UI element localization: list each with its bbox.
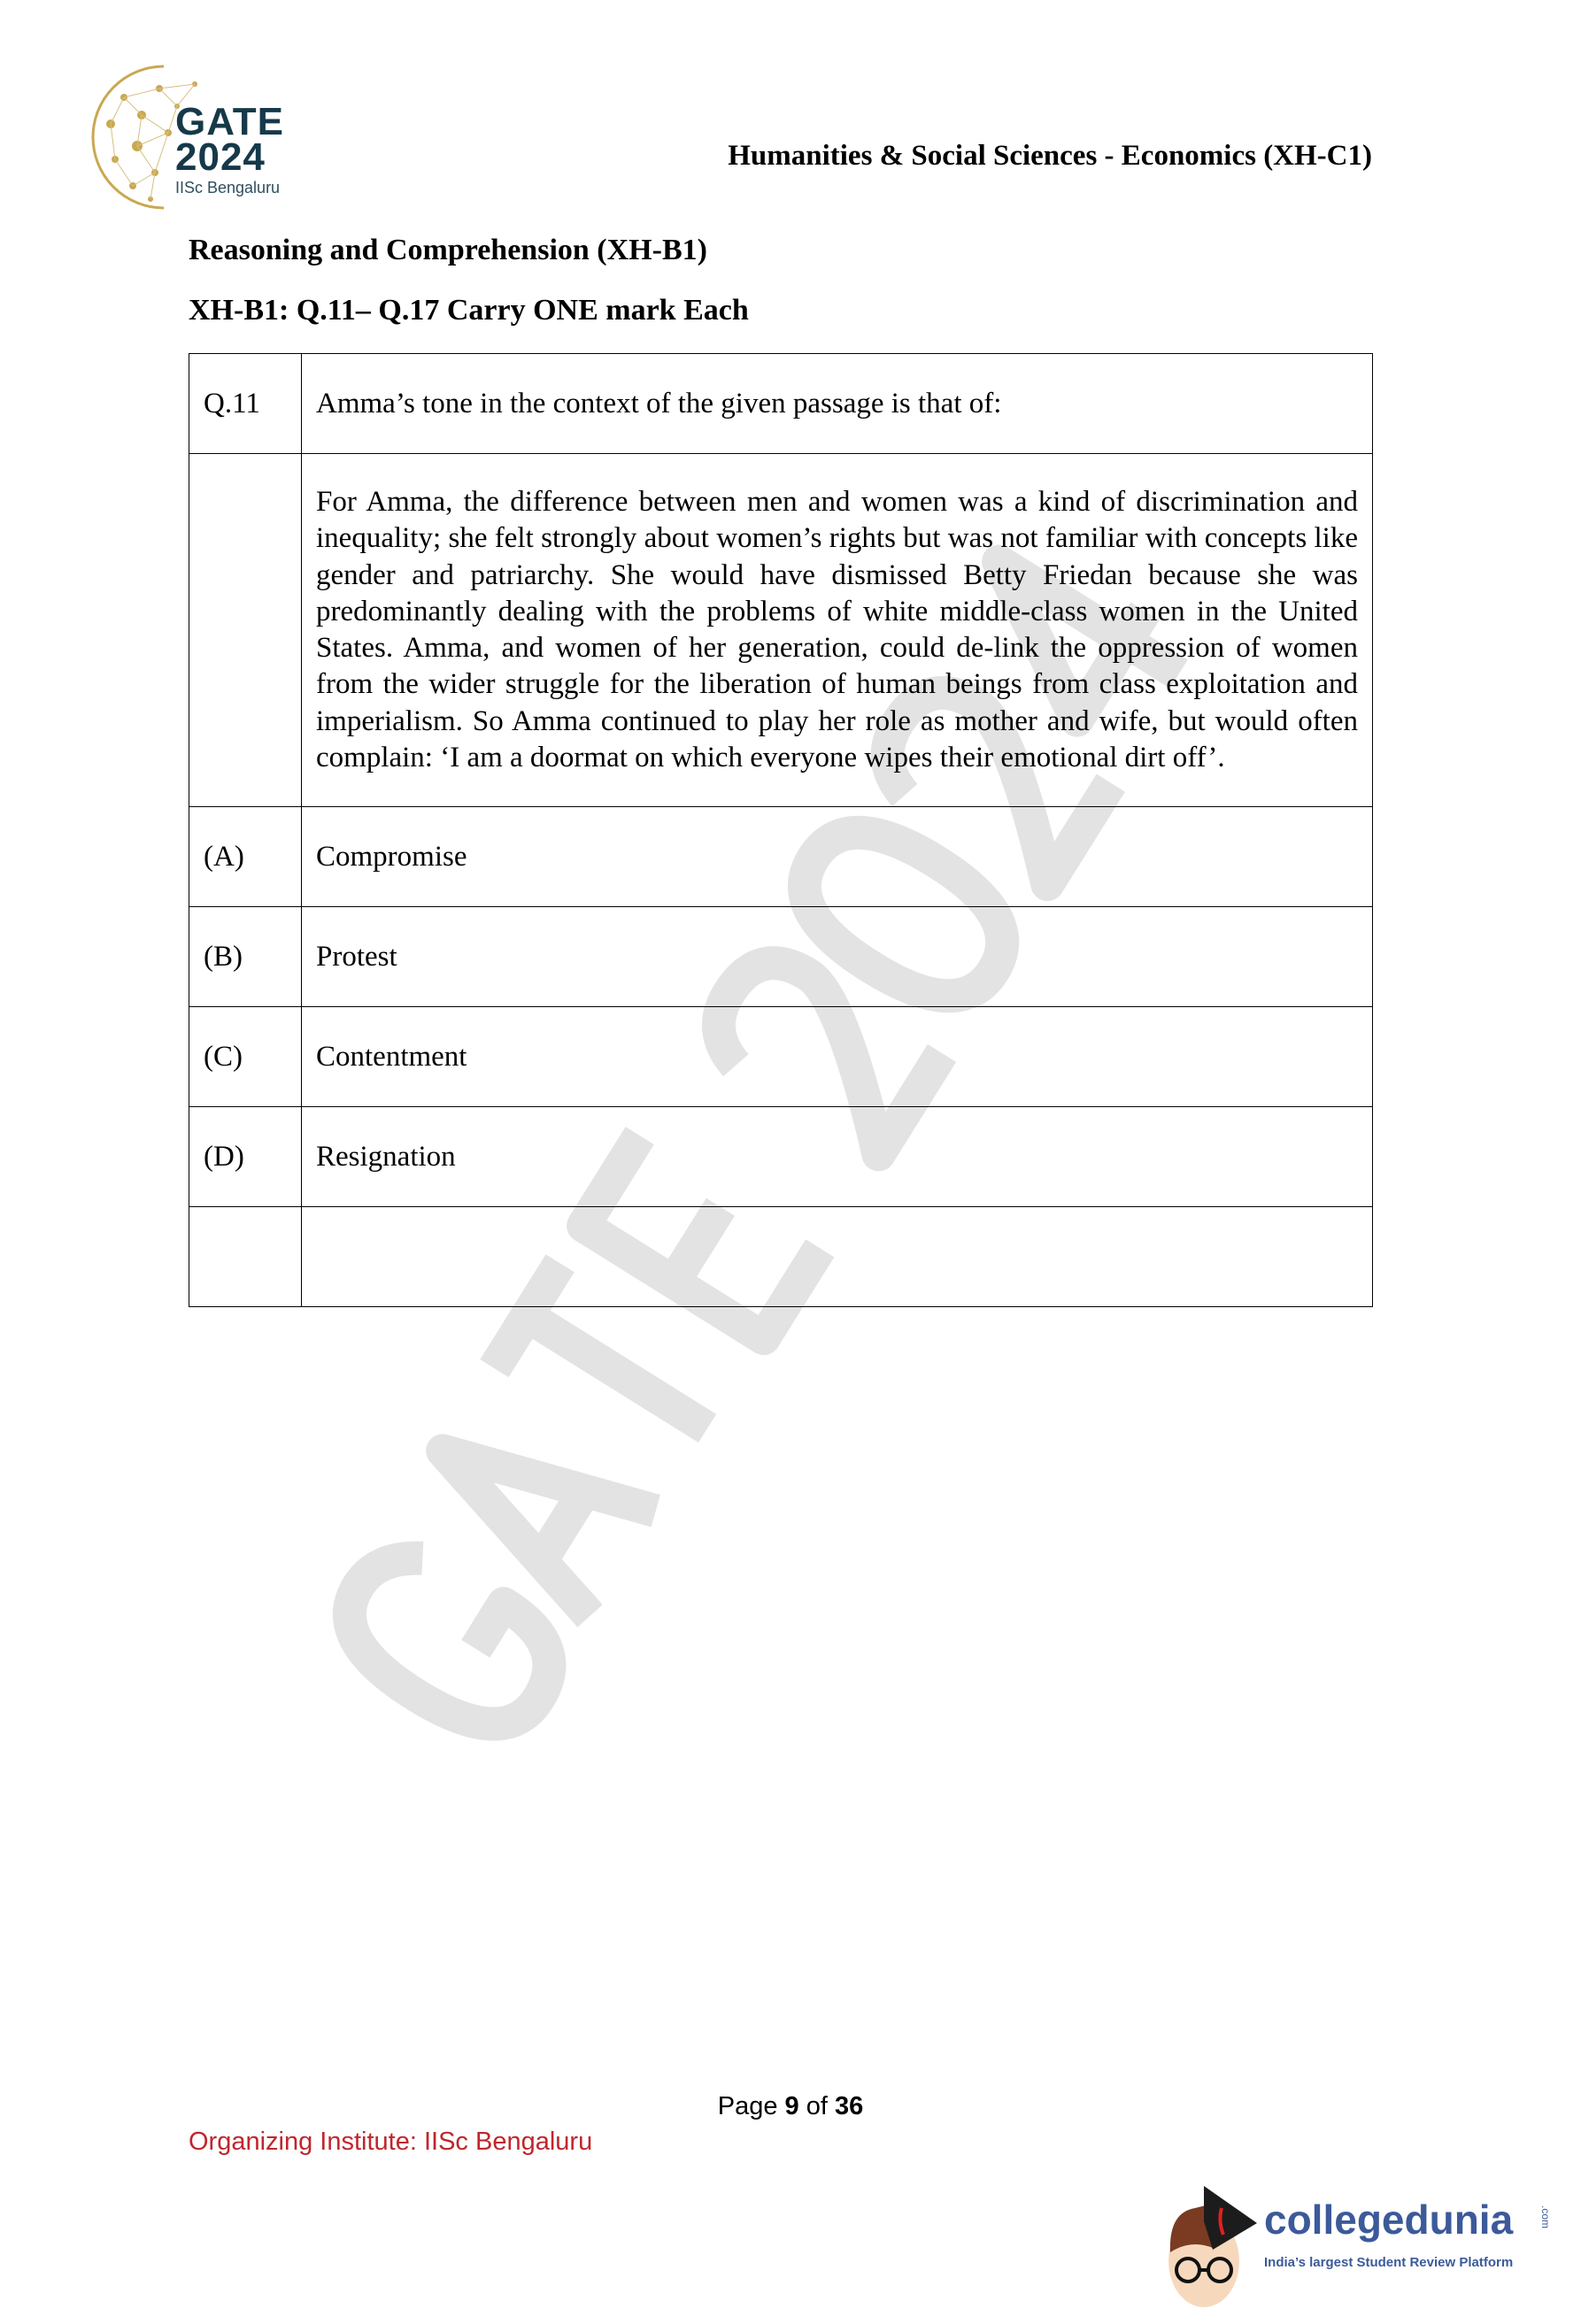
watermark-letter-g: [326, 1534, 572, 1751]
page-number: Page 9 of 36: [717, 2092, 864, 2120]
header-title: Humanities & Social Sciences - Economics (XH-C1): [728, 140, 1372, 172]
question-number: Q.11: [189, 354, 302, 454]
option-text: Contentment: [302, 1007, 1373, 1107]
option-label: (A): [189, 807, 302, 907]
option-label: (C): [189, 1007, 302, 1107]
organizer-text: Organizing Institute: IISc Bengaluru: [189, 2128, 593, 2156]
option-text: Compromise: [302, 807, 1373, 907]
option-row: [189, 807, 1373, 907]
brand-name: collegedunia: [1264, 2197, 1514, 2243]
brand-com: .com: [1539, 2205, 1552, 2229]
question-table: [189, 353, 1373, 1307]
gate-logo: [89, 62, 292, 212]
empty-row: [189, 1207, 1373, 1307]
passage-row: [189, 454, 1373, 807]
option-text: Protest: [302, 907, 1373, 1007]
brand-tagline: India’s largest Student Review Platform: [1264, 2255, 1514, 2270]
option-label: (B): [189, 907, 302, 1007]
option-row: [189, 1007, 1373, 1107]
watermark-letter-a: [410, 1398, 656, 1616]
section-subtitle: XH-B1: Q.11– Q.17 Carry ONE mark Each: [189, 294, 749, 327]
option-label: (D): [189, 1107, 302, 1207]
question-row: [189, 354, 1373, 454]
question-stem: Amma’s tone in the context of the given passage is that of:: [302, 354, 1373, 454]
option-text: Resignation: [302, 1107, 1373, 1207]
option-row: [189, 907, 1373, 1007]
mascot-icon: [1160, 2168, 1266, 2319]
passage-text: For Amma, the difference between men and women was a kind of discrimination and inequality; she felt strongly about women’s rights but was not familiar with concepts like gender and patriarchy. She would have dismissed Betty Friedan because she was predominantly dealing with the problems of white middle-class women in the United States. Amma, and women of her generation, could de-link the oppression of women from the wider struggle for the liberation of human beings from class exploitation and imperialism. So Amma continued to play her role as mother and wife, but would often complain: ‘I am a doormat on which everyone wipes their emotional dirt off’.: [302, 454, 1373, 807]
section-title: Reasoning and Comprehension (XH-B1): [189, 234, 707, 266]
option-row: [189, 1107, 1373, 1207]
logo-subtitle: IISc Bengaluru: [175, 179, 281, 196]
logo-text: GATE 2024: [175, 100, 284, 179]
